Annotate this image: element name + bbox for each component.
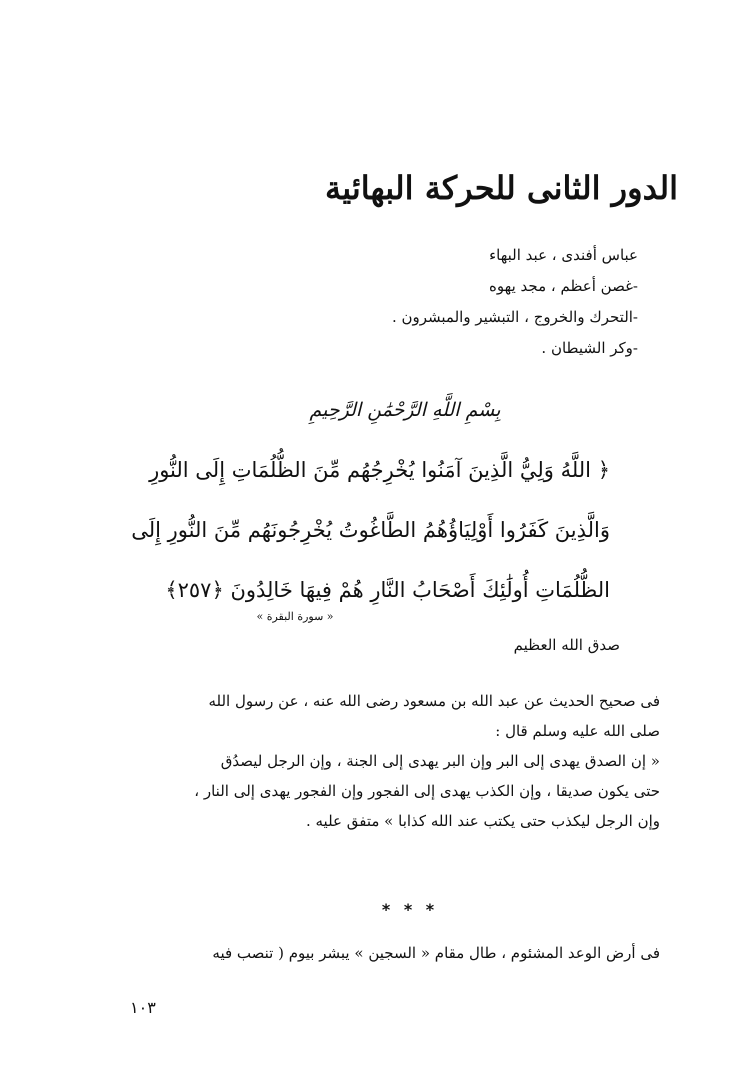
surah-reference: « سورة البقرة » (256, 610, 334, 623)
page-number: ١٠٣ (130, 998, 156, 1017)
hadith-line: صلى الله عليه وسلم قال : (495, 722, 660, 740)
topics-list (278, 240, 638, 364)
verse-line: ﴿ اللَّهُ وَلِيُّ الَّذِينَ آمَنُوا يُخْرِجُهُم مِّنَ الظُّلُمَاتِ إِلَى النُّورِ (149, 458, 610, 482)
chapter-title: الدور الثانى للحركة البهائية (325, 169, 678, 207)
hadith-line: « إن الصدق يهدى إلى البر وإن البر يهدى إلى الجنة ، وإن الرجل ليصدُق (220, 752, 660, 770)
hadith-line: فى صحيح الحديث عن عبد الله بن مسعود رضى الله عنه ، عن رسول الله (208, 692, 660, 710)
hadith-line: وإن الرجل ليكذب حتى يكتب عند الله كذابا » متفق عليه . (305, 812, 660, 830)
body-text-line: فى أرض الوعد المشئوم ، طال مقام « السجين » يبشر بيوم ( تنصب فيه (212, 944, 660, 962)
section-separator: * * * (381, 900, 439, 919)
topic-line: -التحرك والخروج ، التبشير والمبشرون . (391, 308, 638, 326)
verse-line: وَالَّذِينَ كَفَرُوا أَوْلِيَاؤُهُمُ الطَّاغُوتُ يُخْرِجُونَهُم مِّنَ النُّورِ إِلَى (131, 518, 610, 542)
verse-line: الظُّلُمَاتِ أُولَٰئِكَ أَصْحَابُ النَّارِ هُمْ فِيهَا خَالِدُونَ ﴿٢٥٧﴾ (165, 578, 610, 602)
basmala: بِسْمِ اللَّهِ الرَّحْمَٰنِ الرَّحِيمِ (309, 399, 501, 421)
quran-verse (90, 440, 610, 620)
topic-line: عباس أفندى ، عبد البهاء (489, 246, 638, 264)
topic-line: -وكر الشيطان . (541, 339, 638, 357)
hadith-line: حتى يكون صديقا ، وإن الكذب يهدى إلى الفجور وإن الفجور يهدى إلى النار ، (194, 782, 660, 800)
topic-line: -غصن أعظم ، مجد يهوه (489, 277, 638, 295)
hadith-paragraph (140, 686, 660, 836)
sadaqa-line: صدق الله العظيم (513, 636, 620, 654)
